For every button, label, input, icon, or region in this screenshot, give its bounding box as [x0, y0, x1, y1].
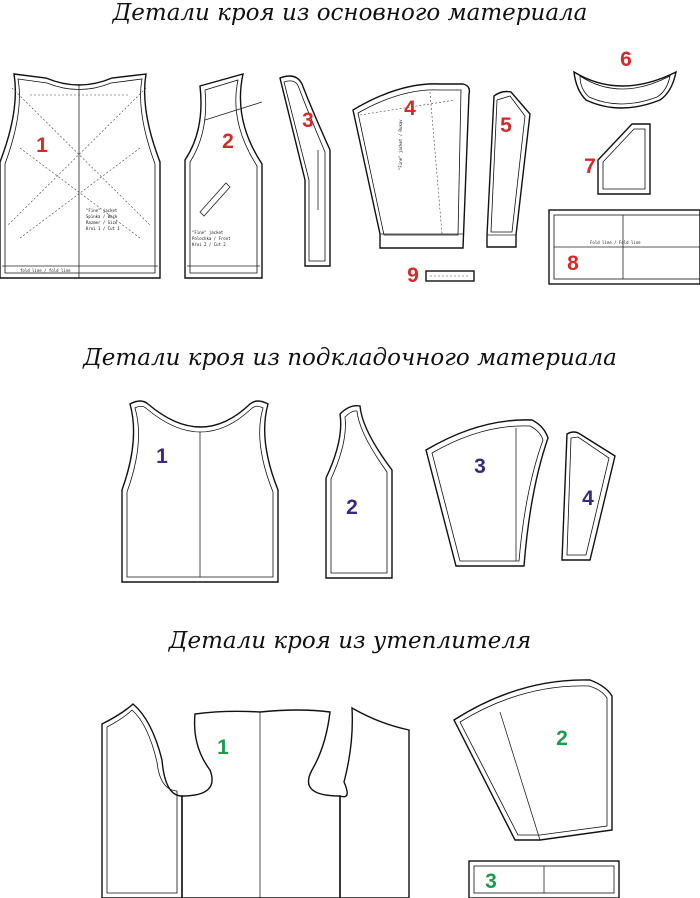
svg-text:Kroi 1 / Cut 1: Kroi 1 / Cut 1 [86, 226, 120, 231]
piece-number-label: 2 [222, 130, 234, 153]
svg-text:Polochka / Front: Polochka / Front [192, 236, 231, 241]
piece-number-labels [36, 48, 632, 893]
insulation-piece-1-body [102, 704, 409, 898]
main-piece-1-back [0, 74, 160, 278]
main-piece-3-facing [280, 76, 330, 266]
main-piece-9-strip [426, 271, 474, 281]
svg-text:Fold line / Fold line: Fold line / Fold line [590, 240, 641, 245]
piece-number-label: 3 [302, 109, 314, 132]
section-title-insulation: Детали кроя из утеплителя [168, 628, 532, 654]
piece-number-label: 2 [346, 496, 358, 519]
svg-text:Kroi 2 / Cut 2: Kroi 2 / Cut 2 [192, 242, 226, 247]
insulation-piece-2-sleeve [454, 680, 612, 840]
section-title-lining: Детали кроя из подкладочного материала [83, 345, 617, 371]
piece-number-label: 4 [582, 487, 594, 510]
piece-number-label: 6 [620, 48, 632, 71]
piece-number-label: 1 [156, 445, 168, 468]
piece-number-label: 3 [474, 455, 486, 478]
piece-number-label: 3 [485, 870, 497, 893]
lining-piece-2-front [326, 406, 392, 578]
svg-text:"Fine" jacket: "Fine" jacket [192, 230, 224, 235]
lining-piece-3-sleeve [426, 420, 548, 566]
svg-text:Spinka / Back: Spinka / Back [86, 214, 118, 219]
svg-text:"Fine" jacket / Rukav: "Fine" jacket / Rukav [398, 119, 403, 170]
main-piece-7-pocket [598, 124, 650, 194]
svg-text:fold line / fold line: fold line / fold line [20, 268, 71, 273]
piece-number-label: 7 [584, 155, 596, 178]
piece-number-label: 2 [556, 727, 568, 750]
main-piece-6-collar [574, 72, 676, 108]
piece-number-label: 8 [567, 252, 579, 275]
svg-text:Razmer / Size: Razmer / Size [86, 220, 118, 225]
piece-number-label: 4 [404, 97, 416, 120]
lining-piece-1-back [122, 401, 278, 582]
piece-number-label: 9 [407, 264, 419, 287]
piece-number-label: 1 [36, 134, 48, 157]
main-piece-2-front [185, 74, 262, 278]
piece-number-label: 1 [217, 736, 229, 759]
svg-text:"Fine" jacket: "Fine" jacket [86, 208, 118, 213]
piece-number-label: 5 [500, 114, 512, 137]
section-title-main-fabric: Детали кроя из основного материала [112, 0, 588, 26]
